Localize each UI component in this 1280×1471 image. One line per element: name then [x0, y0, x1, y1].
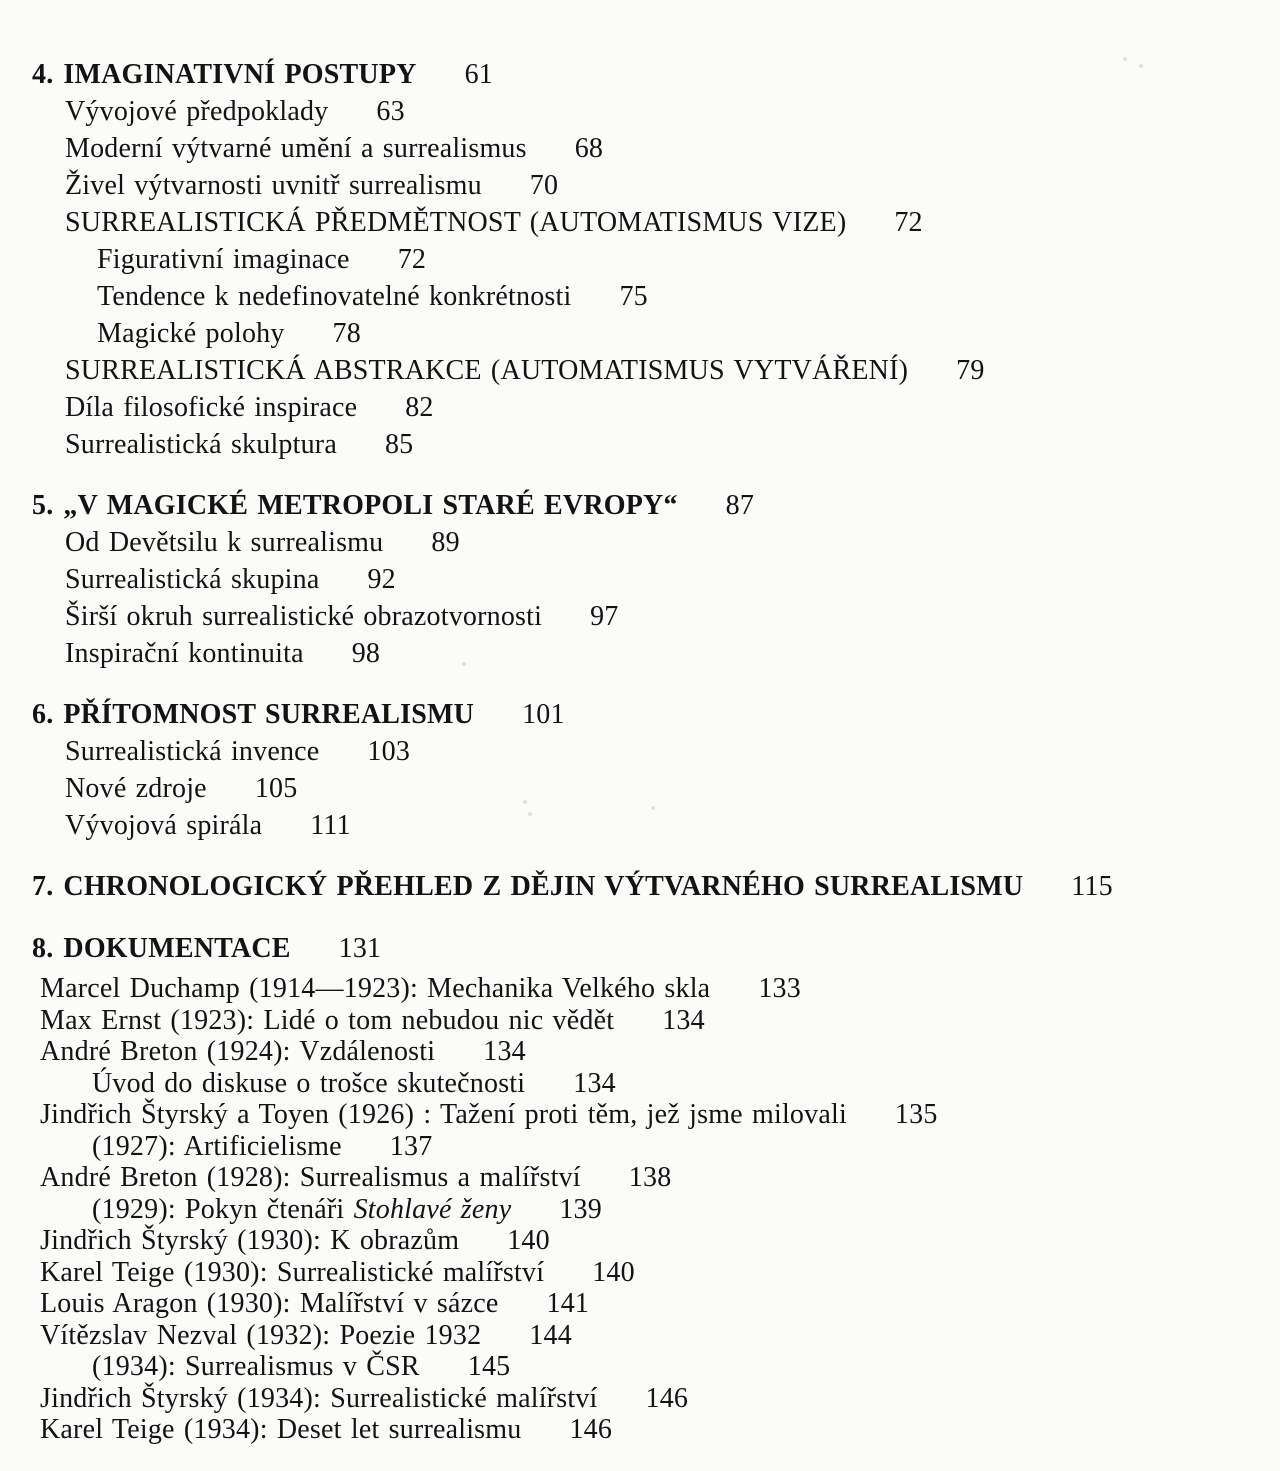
page-number: 141	[546, 1288, 590, 1319]
toc-entry-label: Nové zdroje	[65, 773, 207, 804]
doc-entry-label: Jindřich Štyrský a Toyen (1926) : Tažení proti těm, jež jsme milovali	[40, 1099, 847, 1130]
section-6	[32, 696, 1280, 844]
toc-entry	[32, 561, 1280, 598]
section-title: CHRONOLOGICKÝ PŘEHLED Z DĚJIN VÝTVARNÉHO SURREALISMU	[63, 871, 1024, 902]
toc-entry	[32, 598, 1280, 635]
toc-entry	[32, 807, 1280, 844]
page-number: 87	[725, 490, 755, 521]
toc-entry	[32, 204, 1280, 241]
page-number: 89	[431, 527, 460, 558]
page-number: 68	[574, 133, 604, 164]
toc-entry-label: Díla filosofické inspirace	[65, 392, 358, 423]
page-number: 101	[522, 699, 565, 730]
section-4	[32, 56, 1280, 463]
doc-entry-label-prefix: (1929): Pokyn čtenáři	[92, 1193, 354, 1225]
section-heading	[32, 696, 1280, 733]
toc-entry-label: Od Devětsilu k surrealismu	[65, 527, 384, 558]
page-number: 140	[592, 1256, 635, 1288]
toc-entry	[32, 635, 1280, 672]
toc-entry-label: SURREALISTICKÁ PŘEDMĚTNOST (AUTOMATISMUS VIZE)	[65, 207, 847, 238]
toc-entry	[32, 278, 1280, 315]
doc-entry-label: Vítězslav Nezval (1932): Poezie 1932	[40, 1319, 482, 1351]
doc-entry-label: André Breton (1928): Surrealismus a malířství	[40, 1162, 581, 1193]
page-number: 131	[338, 933, 382, 964]
page-number: 139	[559, 1193, 602, 1225]
toc-entry-label: Surrealistická invence	[65, 736, 320, 767]
page-number: 144	[529, 1319, 572, 1351]
doc-entry	[32, 1288, 1280, 1320]
doc-entry-label: Louis Aragon (1930): Malířství v sázce	[40, 1288, 499, 1319]
page-number: 97	[590, 601, 619, 632]
doc-entry	[32, 1005, 1280, 1037]
page-number: 70	[529, 170, 559, 201]
toc-entry-label: Magické polohy	[97, 318, 285, 349]
toc-entry	[32, 241, 1280, 278]
doc-entry	[32, 1131, 1280, 1163]
scan-noise	[1123, 57, 1127, 61]
toc-entry	[32, 352, 1280, 389]
toc-entry	[32, 315, 1280, 352]
doc-entry	[32, 1194, 1280, 1226]
page-number: 63	[376, 96, 405, 127]
doc-entry	[32, 1320, 1280, 1352]
toc-entry-label: SURREALISTICKÁ ABSTRAKCE (AUTOMATISMUS VYTVÁŘENÍ)	[65, 355, 909, 386]
toc-entry	[32, 524, 1280, 561]
section-7	[32, 868, 1280, 905]
page-number: 135	[894, 1099, 938, 1130]
page-number: 146	[645, 1382, 689, 1414]
page-number: 105	[254, 773, 298, 804]
doc-entry	[32, 1414, 1280, 1446]
section-title: DOKUMENTACE	[63, 933, 291, 964]
section-number: 5.	[32, 490, 54, 521]
toc-entry	[32, 130, 1280, 167]
section-heading	[32, 929, 1280, 969]
page-number: 82	[405, 392, 434, 423]
scan-noise	[1139, 64, 1143, 68]
page-number: 72	[894, 207, 923, 238]
page-number: 145	[467, 1351, 511, 1382]
page-number: 92	[367, 564, 396, 595]
page-number: 133	[758, 973, 801, 1004]
page-number: 85	[384, 429, 414, 460]
doc-entry-label: Marcel Duchamp (1914—1923): Mechanika Velkého skla	[40, 973, 711, 1004]
doc-entry-label: Úvod do diskuse o trošce skutečnosti	[92, 1067, 526, 1099]
doc-entry-label: (1934): Surrealismus v ČSR	[92, 1351, 420, 1382]
page-number: 134	[483, 1036, 526, 1067]
doc-entry-label: Jindřich Štyrský (1934): Surrealistické malířství	[40, 1382, 598, 1414]
page-number: 115	[1071, 871, 1113, 902]
page-number: 137	[389, 1130, 433, 1162]
section-5	[32, 487, 1280, 672]
toc-entry	[32, 167, 1280, 204]
doc-entry-italic-title: Stohlavé ženy	[353, 1193, 512, 1225]
section-heading	[32, 868, 1280, 905]
scan-noise	[651, 806, 655, 810]
page-number: 79	[956, 355, 985, 386]
doc-entry	[32, 1225, 1280, 1257]
toc-entry-label: Surrealistická skupina	[65, 564, 320, 595]
toc-entry-label: Tendence k nedefinovatelné konkrétnosti	[97, 281, 572, 312]
doc-entry	[32, 973, 1280, 1005]
section-heading	[32, 56, 1280, 93]
section-number: 4.	[32, 59, 54, 90]
page-number: 75	[619, 281, 648, 312]
page-number: 78	[332, 318, 361, 349]
doc-entry	[32, 1351, 1280, 1383]
scan-noise	[528, 812, 532, 816]
section-heading	[32, 487, 1280, 524]
page-number: 146	[569, 1414, 613, 1445]
doc-entry-label: Karel Teige (1934): Deset let surrealismu	[40, 1414, 522, 1445]
page-number: 138	[628, 1162, 672, 1193]
scan-noise	[523, 800, 527, 804]
doc-entry-label: Karel Teige (1930): Surrealistické malířství	[40, 1256, 545, 1288]
toc-entry-label: Vývojová spirála	[65, 810, 263, 841]
page-number: 134	[662, 1004, 705, 1036]
doc-entry-label: Max Ernst (1923): Lidé o tom nebudou nic vědět	[40, 1004, 615, 1036]
doc-entry-label: (1927): Artificielisme	[92, 1130, 342, 1162]
toc-entry-label: Širší okruh surrealistické obrazotvornosti	[65, 601, 543, 632]
page-number: 134	[573, 1067, 616, 1099]
toc-entry-label: Inspirační kontinuita	[65, 638, 304, 669]
toc-entry	[32, 93, 1280, 130]
page-number: 98	[351, 638, 381, 669]
doc-entry	[32, 1036, 1280, 1068]
doc-entry-label: André Breton (1924): Vzdálenosti	[40, 1036, 436, 1067]
page-number: 61	[464, 59, 493, 90]
doc-entry	[32, 1162, 1280, 1194]
section-number: 7.	[32, 871, 54, 902]
page-number: 111	[310, 810, 351, 841]
section-number: 6.	[32, 699, 54, 730]
section-number: 8.	[32, 933, 54, 964]
section-title: IMAGINATIVNÍ POSTUPY	[63, 59, 417, 90]
section-title: PŘÍTOMNOST SURREALISMU	[63, 699, 475, 730]
doc-entry	[32, 1383, 1280, 1415]
toc-entry	[32, 426, 1280, 463]
page-number: 72	[397, 244, 427, 275]
toc-entry-label: Moderní výtvarné umění a surrealismus	[65, 133, 527, 164]
section-title: „V MAGICKÉ METROPOLI STARÉ EVROPY“	[63, 490, 678, 521]
toc-entry	[32, 770, 1280, 807]
doc-entry	[32, 1099, 1280, 1131]
toc-entry	[32, 389, 1280, 426]
section-8	[32, 929, 1280, 1446]
page-number: 140	[507, 1225, 550, 1256]
doc-entry	[32, 1257, 1280, 1289]
toc-entry-label: Vývojové předpoklady	[65, 96, 329, 127]
doc-entry-label: Jindřich Štyrský (1930): K obrazům	[40, 1225, 460, 1256]
toc-entry-label: Figurativní imaginace	[97, 244, 350, 275]
scan-noise	[462, 662, 466, 666]
doc-entry	[32, 1068, 1280, 1100]
toc-entry	[32, 733, 1280, 770]
page-number: 103	[367, 736, 411, 767]
toc-entry-label: Živel výtvarnosti uvnitř surrealismu	[65, 170, 482, 201]
toc-entry-label: Surrealistická skulptura	[65, 429, 337, 460]
